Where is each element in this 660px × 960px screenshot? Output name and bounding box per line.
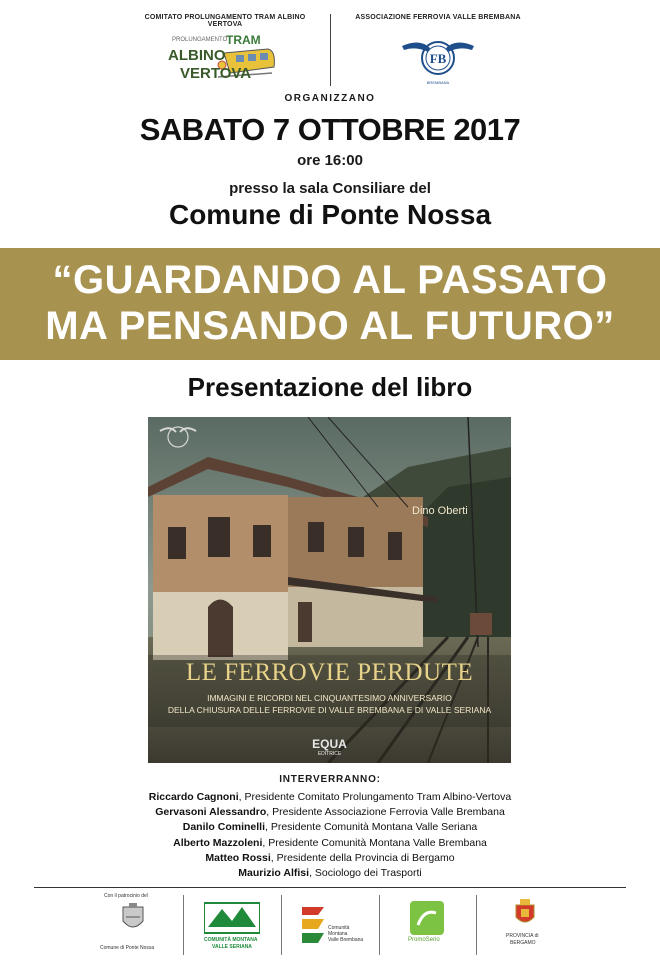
- presentation-title: Presentazione del libro: [187, 372, 473, 402]
- promoserio-label: PromoSerio: [408, 937, 440, 943]
- speaker-role: , Sociologo dei Trasporti: [309, 867, 422, 880]
- speaker-role: , Presidente della Provincia di Bergamo: [270, 851, 455, 864]
- tram-logo-albino: ALBINO: [168, 47, 226, 64]
- valle-seriana-logo-icon: [204, 897, 260, 937]
- location-intro: presso la sala Consiliare del: [229, 180, 431, 197]
- book-cover: [148, 417, 511, 763]
- svg-text:BREMBANA: BREMBANA: [426, 80, 450, 85]
- svg-text:FB: FB: [429, 51, 447, 66]
- speaker-role: , Presidente Comunità Montana Valle Seriana: [265, 821, 478, 834]
- provincia-label-1: PROVINCIA di: [506, 933, 539, 939]
- provincia-label-2: BERGAMO: [510, 940, 536, 946]
- speakers-title: INTERVERRANNO:: [279, 774, 381, 785]
- speaker-name: Maurizio Alfisi: [238, 867, 310, 880]
- sponsor-promoserio: [400, 893, 460, 955]
- publisher-logo: EQUA: [312, 737, 347, 751]
- right-organization-name: ASSOCIAZIONE FERROVIA VALLE BREMBANA: [355, 14, 521, 21]
- speaker-item: [0, 836, 660, 851]
- sponsor-cm-valle-seriana: [198, 893, 268, 955]
- left-organization-name: COMITATO PROLUNGAMENTO TRAM ALBINO VERTOVA: [144, 14, 306, 28]
- speaker-name: Riccardo Cagnoni: [148, 791, 239, 803]
- footer-divider: [34, 887, 626, 888]
- tram-albino-vertova-logo: [168, 33, 278, 89]
- speaker-role: , Presidente Associazione Ferrovia Valle Brembana: [266, 806, 505, 819]
- banner-title-line2: MA PENSANDO AL FUTURO”: [45, 304, 615, 348]
- valle-brembana-logo-icon: [300, 899, 326, 945]
- provincia-coat-of-arms-icon: [514, 899, 536, 929]
- comune-label: Comune di Ponte Nossa: [100, 945, 155, 951]
- tram-logo-vertova: VERTOVA: [180, 65, 252, 82]
- speaker-role: , Presidente Comitato Prolungamento Tram Albino-Vertova: [238, 791, 512, 803]
- sponsor-cm-valle-brembana: [296, 893, 366, 955]
- organizzano-label: ORGANIZZANO: [284, 93, 376, 104]
- sponsor-separator: [379, 895, 380, 955]
- speaker-item: [0, 820, 660, 835]
- speaker-name: Alberto Mazzoleni: [173, 836, 263, 849]
- patrocinio-label: Con il patrocinio del: [104, 893, 148, 899]
- speaker-name: Danilo Cominelli: [182, 821, 265, 834]
- sponsor-separator: [281, 895, 282, 955]
- book-subtitle-line2: DELLA CHIUSURA DELLE FERROVIE DI VALLE BREMBANA E DI VALLE SERIANA: [167, 705, 492, 715]
- speakers-list: [0, 790, 660, 881]
- sponsor-provincia-bergamo: [500, 893, 560, 955]
- book-author: Dino Oberti: [412, 505, 468, 517]
- speaker-name: Matteo Rossi: [205, 851, 271, 864]
- tram-logo-big-text: TRAM: [226, 33, 261, 47]
- sponsor-separator: [476, 895, 477, 955]
- speaker-name: Gervasoni Alessandro: [155, 806, 267, 819]
- book-title: LE FERROVIE PERDUTE: [185, 659, 474, 686]
- event-date: SABATO 7 OTTOBRE 2017: [139, 112, 521, 147]
- publisher-sub: EDITRICE: [317, 751, 342, 757]
- book-subtitle-line1: IMMAGINI E RICORDI NEL CINQUANTESIMO ANNIVERSARIO: [207, 693, 452, 703]
- speaker-item: [0, 851, 660, 866]
- speaker-item: [0, 790, 660, 805]
- event-location: Comune di Ponte Nossa: [168, 199, 492, 230]
- cm-seriana-label-1: COMUNITÀ MONTANA: [204, 937, 258, 943]
- cm-seriana-label-2: VALLE SERIANA: [212, 944, 252, 950]
- event-time: ore 16:00: [297, 152, 363, 169]
- speaker-role: , Presidente Comunità Montana Valle Brembana: [262, 836, 487, 849]
- cm-brembana-label-3: Valle Brembana: [328, 937, 364, 943]
- promoserio-logo-icon: [410, 901, 444, 935]
- fvb-emblem-icon: [400, 32, 476, 90]
- sponsor-separator: [183, 895, 184, 955]
- cm-brembana-label-2: Montana: [328, 931, 348, 937]
- ferrovia-valle-brembana-logo: [400, 32, 476, 90]
- cm-brembana-label-1: Comunità: [328, 925, 350, 931]
- coat-of-arms-icon: [120, 903, 146, 935]
- banner-title-line1: “GUARDANDO AL PASSATO: [52, 258, 608, 302]
- sponsor-comune-ponte-nossa: [100, 893, 170, 955]
- speaker-item: [0, 866, 660, 881]
- speaker-item: [0, 805, 660, 820]
- tram-logo-small-text: PROLUNGAMENTO: [172, 37, 228, 43]
- header-divider: [330, 14, 331, 86]
